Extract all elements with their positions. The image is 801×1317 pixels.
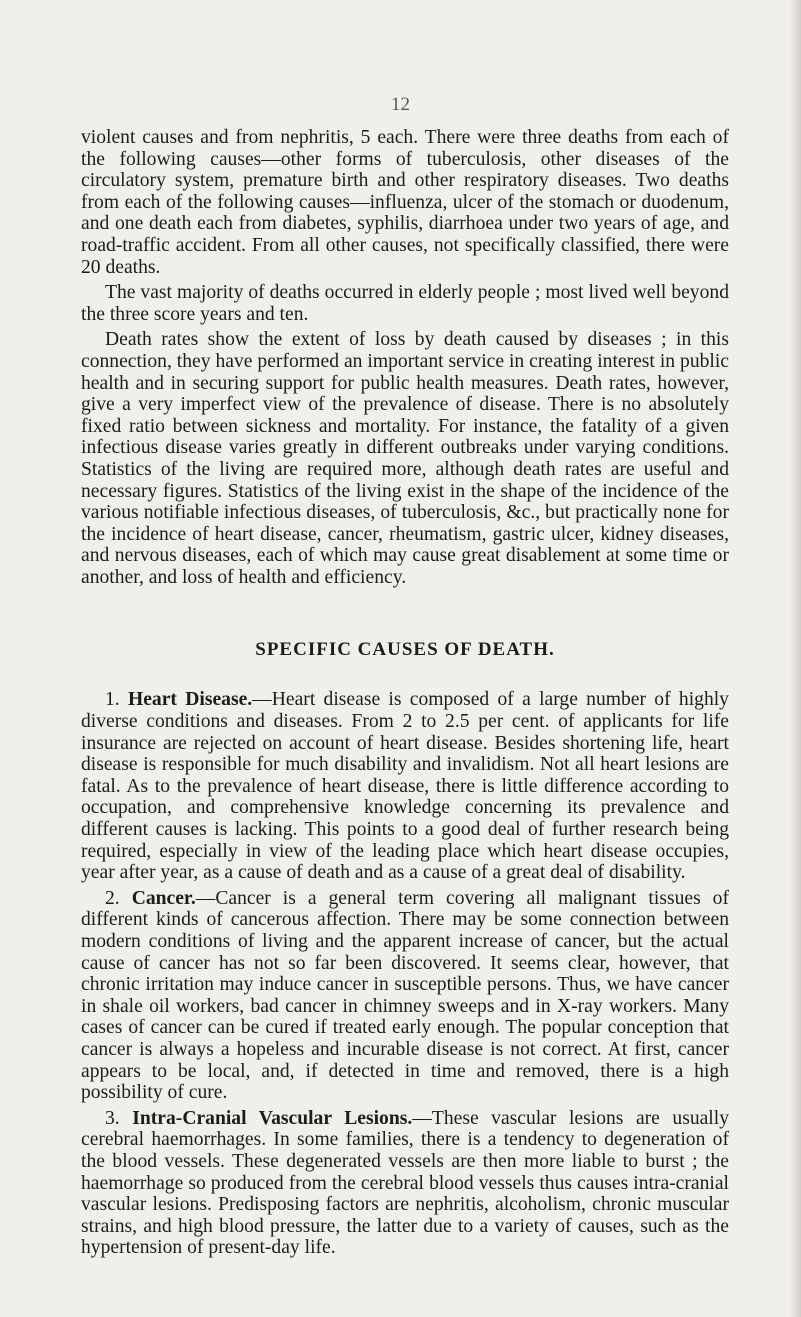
page-number: 12 <box>391 94 410 115</box>
item-heart-disease <box>81 689 729 883</box>
item-title: Cancer. <box>131 887 196 909</box>
section-heading: SPECIFIC CAUSES OF DEATH. <box>255 639 555 661</box>
item-number: 3. <box>105 1107 120 1129</box>
item-text: —Heart disease is composed of a large number of highly diverse conditions and diseases. From 2 to 2.5 per cent. of applicants for life insurance are rejected on account of heart disease. Besides shortening life, heart disease is responsible for much disability and invalidism. Not all heart lesions are fatal. As to the prevalence of heart disease, there is little difference according to occupation, and comprehensive knowledge concerning its prevalence and different causes is lacking. This points to a good deal of further research being required, especially in view of the leading place which heart disease occupies, year after year, as a cause of death and as a cause of a great deal of disability. <box>81 689 729 884</box>
paragraph-causes-continued: violent causes and from nephritis, 5 each. There were three deaths from each of the following causes—other forms of tuberculosis, other diseases of the circulatory system, premature birth and other respiratory diseases. Two deaths from each of the following causes—influenza, ulcer of the stomach or duodenum, and one death each from diabetes, syphilis, diarrhoea under two years of age, and road-traffic accident. From all other causes, not specifically classified, there were 20 deaths. <box>81 127 729 278</box>
item-cancer <box>81 888 729 1104</box>
item-text: —Cancer is a general term covering all malignant tissues of different kinds of cancerous affection. There may be some connection between modern conditions of living and the apparent increase of cancer, but the actual cause of cancer has not so far been discovered. It seems clear, however, that chronic irritation may induce cancer in susceptible persons. Thus, we have cancer in shale oil workers, bad cancer in chimney sweeps and in X-ray workers. Many cases of cancer can be cured if treated early enough. The popular conception that cancer is always a hopeless and incurable disease is not correct. At first, cancer appears to be local, and, if detected in time and removed, there is a high possibility of cure. <box>81 887 729 1104</box>
item-title: Intra-Cranial Vascular Lesions. <box>132 1107 413 1129</box>
item-title: Heart Disease. <box>128 689 253 711</box>
paragraph-elderly: The vast majority of deaths occurred in elderly people ; most lived well beyond the three score years and ten. <box>81 282 729 325</box>
paragraph-death-rates: Death rates show the extent of loss by death caused by diseases ; in this connection, they have performed an important service in creating interest in public health and in securing support for public health measures. Death rates, however, give a very imperfect view of the prevalence of disease. There is no absolutely fixed ratio between sickness and mortality. For instance, the fatality of a given infectious disease varies greatly in different outbreaks under varying conditions. Statistics of the living are required more, although death rates are useful and necessary figures. Statistics of the living exist in the shape of the incidence of the various notifiable infectious diseases, of tuberculosis, &c., but practically none for the incidence of heart disease, cancer, rheumatism, gastric ulcer, kidney diseases, and nervous diseases, each of which may cause great disablement at some time or another, and loss of health and efficiency. <box>81 329 729 588</box>
item-number: 2. <box>105 887 120 909</box>
page-edge-shadow <box>789 0 801 1317</box>
document-body <box>81 127 729 1259</box>
item-text: —These vascular lesions are usually cerebral haemorrhages. In some families, there is a tendency to degeneration of the blood vessels. These degenerated vessels are then more liable to burst ; the haemorrhage so produced from the cerebral blood vessels thus causes intra-cranial vascular lesions. Predisposing factors are nephritis, alcoholism, chronic muscular strains, and high blood pressure, the latter due to a variety of causes, such as the hypertension of present-day life. <box>81 1107 729 1259</box>
item-number: 1. <box>105 689 120 711</box>
item-intra-cranial <box>81 1108 729 1259</box>
